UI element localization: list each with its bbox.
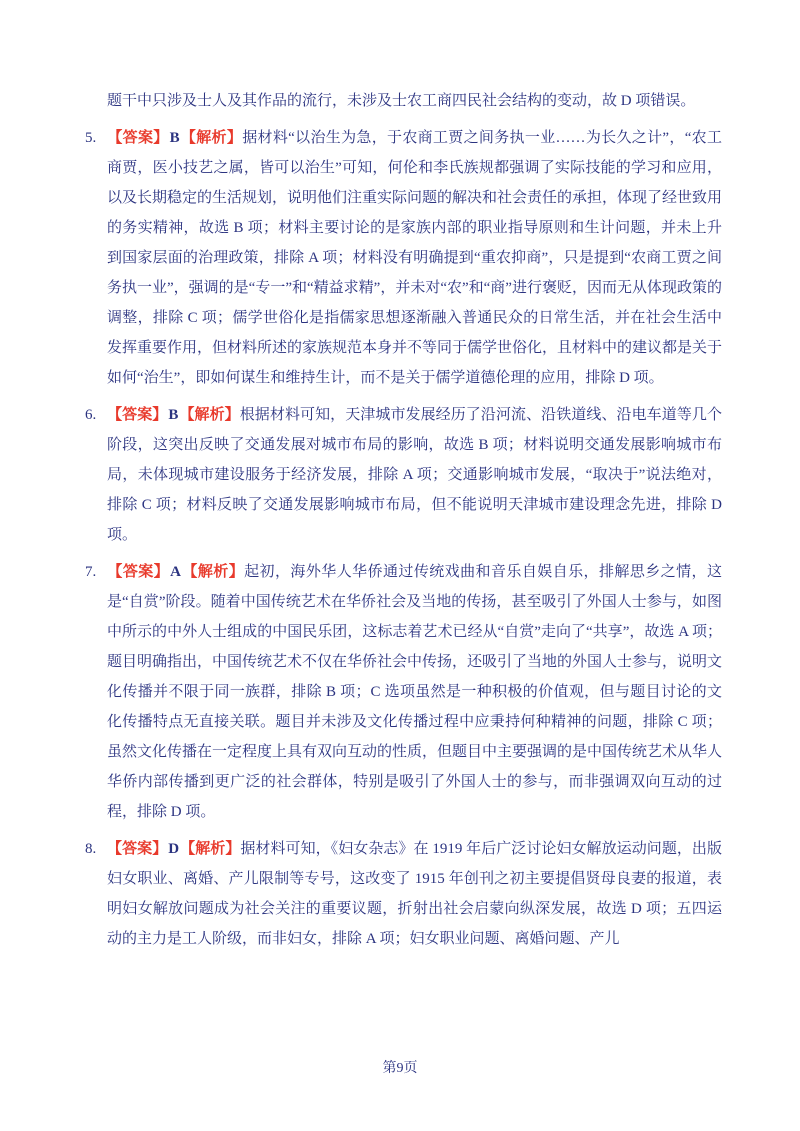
answer-letter: B [168, 407, 179, 423]
page-content [85, 86, 722, 954]
analysis-label: 【解析】 [179, 407, 240, 423]
analysis-text: 根据材料可知，天津城市发展经历了沿河流、沿铁道线、沿电车道等几个阶段，这突出反映了交通发展对城市布局的影响，故选 B 项；材料说明交通发展影响城市布局，未体现城市建设服务于经济发展，排除 A 项；交通影响城市发展，“取决于”说法绝对，排除 C 项；材料反映了交通发展影响城市布局，但不能说明天津城市建设理念先进，排除 D 项。 [107, 407, 722, 543]
continuation-text: 题干中只涉及士人及其作品的流行，未涉及士农工商四民社会结构的变动，故 D 项错误。 [107, 93, 696, 109]
answer-item [85, 123, 722, 393]
analysis-label: 【解析】 [180, 841, 241, 857]
answer-letter: D [168, 841, 180, 857]
answer-item [85, 557, 722, 827]
analysis-label: 【解析】 [181, 564, 245, 580]
analysis-text: 据材料“以治生为急，于农商工贾之间务执一业……为长久之计”，“农工商贾，医小技艺之属，皆可以治生”可知，何伦和李氏族规都强调了实际技能的学习和应用，以及长期稳定的生活规划，说明他们注重实际问题的解决和社会责任的承担，体现了经世致用的务实精神，故选 B 项；材料主要讨论的是家族内部的职业指导原则和生计问题，并未上升到国家层面的治理政策，排除 A 项；材料没有明确提到“重农抑商”，只是提到“农商工贾之间务执一业”，强调的是“专一”和“精益求精”，并未对“农”和“商”进行褒贬，因而无从体现政策的调整，排除 C 项；儒学世俗化是指儒家思想逐渐融入普通民众的日常生活，并在社会生活中发挥重要作用，但材料所述的家族规范本身并不等同于儒学世俗化，且材料中的建议都是关于如何“治生”，即如何谋生和维持生计，而不是关于儒学道德伦理的应用，排除 D 项。 [107, 130, 723, 386]
item-number: 6. [85, 407, 97, 423]
item-number: 5. [85, 130, 97, 146]
item-number: 7. [85, 564, 97, 580]
analysis-text: 起初，海外华人华侨通过传统戏曲和音乐自娱自乐，排解思乡之情，这是“自赏”阶段。随着中国传统艺术在华侨社会及当地的传扬，甚至吸引了外国人士参与，如图中所示的中外人士组成的中国民乐团，这标志着艺术已经从“自赏”走向了“共享”，故选 A 项；题目明确指出，中国传统艺术不仅在华侨社会中传扬，还吸引了当地的外国人士参与，说明文化传播并不限于同一族群，排除 B 项；C 选项虽然是一种积极的价值观，但与题目讨论的文化传播特点无直接关联。题目并未涉及文化传播过程中应秉持何种精神的问题，排除 C 项；虽然文化传播在一定程度上具有双向互动的性质，但题目中主要强调的是中国传统艺术从华人华侨内部传播到更广泛的社会群体，特别是吸引了外国人士的参与，而非强调双向互动的过程，排除 D 项。 [107, 564, 723, 820]
page-number: 第9页 [382, 1061, 418, 1076]
answer-item [85, 834, 722, 954]
answer-label: 【答案】 [107, 841, 168, 857]
item-number: 8. [85, 841, 97, 857]
answer-letter: A [170, 564, 181, 580]
answer-item [85, 400, 722, 550]
answer-label: 【答案】 [107, 130, 169, 146]
analysis-label: 【解析】 [180, 130, 243, 146]
answer-letter: B [169, 130, 180, 146]
answer-label: 【答案】 [107, 407, 168, 423]
continuation-paragraph [85, 86, 722, 116]
analysis-text: 据材料可知，《妇女杂志》在 1919 年后广泛讨论妇女解放运动问题，出版妇女职业、离婚、产儿限制等专号，这改变了 1915 年创刊之初主要提倡贤母良妻的报道，表明妇女解放问题成为社会关注的重要议题，折射出社会启蒙向纵深发展，故选 D 项；五四运动的主力是工人阶级，而非妇女，排除 A 项；妇女职业问题、离婚问题、产儿 [107, 841, 722, 947]
answer-label: 【答案】 [107, 564, 170, 580]
